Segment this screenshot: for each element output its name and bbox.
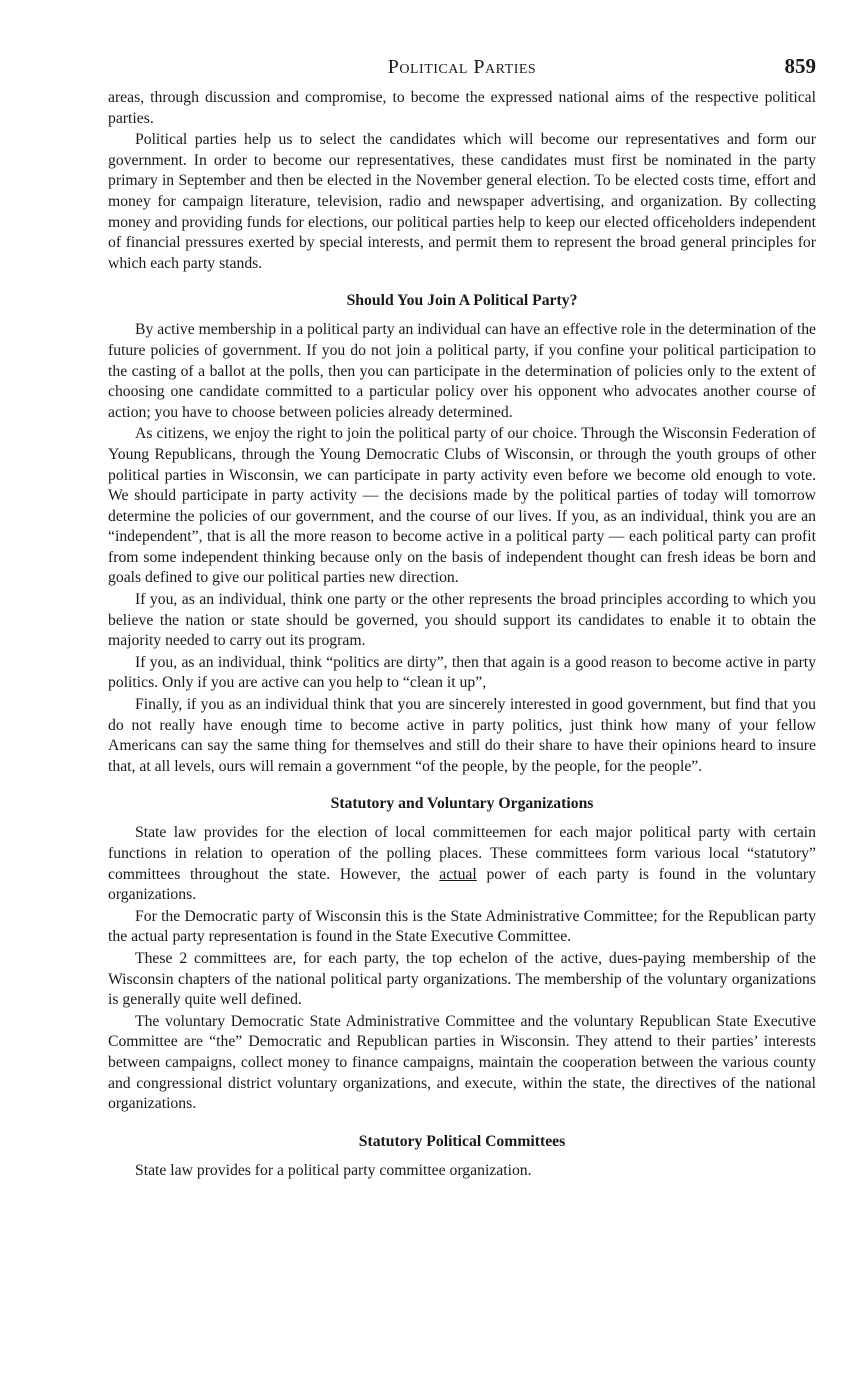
- paragraph: [108, 823, 816, 905]
- running-header: [108, 54, 816, 88]
- page-number: 859: [784, 54, 816, 78]
- running-title: Political Parties: [387, 56, 537, 78]
- text-run: power of each party is found in the voluntary organizations.: [108, 865, 817, 904]
- section-heading: Should You Join A Political Party?: [346, 292, 578, 310]
- paragraph: Finally, if you as an individual think that you are sincerely interested in good government, but find that you do not really have enough time to become active in party politics, just think how many of your fellow Americans can say the same thing for themselves and still do their share to have their opinions heard to insure that, at all levels, ours will remain a government “of the people, by the people, for the people”.: [108, 696, 816, 775]
- paragraph: By active membership in a political party an individual can have an effective role in the determination of the future policies of government. If you do not join a political party, if you confine your political participation to the casting of a ballot at the polls, then you can participate in the determination of policies only to the extent of choosing one candidate committed to a particular policy over his opponent who advocates another course of action; you have to choose between policies already determined.: [108, 321, 817, 421]
- text-run: State law provides for the election of local committeemen for each major political party with certain functions in relation to operation of the polling places. These committees form various local “statutory” committees throughout the state. However, the: [108, 824, 816, 883]
- paragraph: areas, through discussion and compromise, to become the expressed national aims of the respective political parties.: [108, 89, 816, 127]
- section-heading: Statutory and Voluntary Organizations: [330, 795, 594, 813]
- paragraph: Political parties help us to select the candidates which will become our representatives and form our government. In order to become our representatives, these candidates must first be nominated in the party primary in September and then be elected in the November general election. To be elected costs time, effort and money for campaign literature, television, radio and newspaper advertising, and organization. By collecting money and providing funds for elections, our political parties help to keep our elected officeholders independent of financial pressures exerted by special interests, and permit them to represent the broad general principles for which each party stands.: [108, 131, 816, 272]
- paragraph: If you, as an individual, think “politics are dirty”, then that again is a good reason to become active in party politics. Only if you are active can you help to “clean it up”,: [108, 653, 816, 692]
- paragraph: As citizens, we enjoy the right to join the political party of our choice. Through the Wisconsin Federation of Young Republicans, through the Young Democratic Clubs of Wisconsin, or through the youth groups of other political parties in Wisconsin, we can participate in party activity even before we become old enough to vote. We should participate in party activity — the decisions made by the political parties of today will tomorrow determine the policies of our government, and the course of our lives. If you, as an individual, think you are an “independent”, that is all the more reason to become active in a political party — each political party can profit from some independent thinking because only on the basis of independent thought can fresh ideas be born and goals defined to give our political parties new direction.: [108, 425, 816, 587]
- paragraph: State law provides for a political party committee organization.: [135, 1161, 532, 1179]
- paragraph: For the Democratic party of Wisconsin this is the State Administrative Committee; for the Republican party the actual party representation is found in the State Executive Committee.: [108, 907, 816, 946]
- paragraph: These 2 committees are, for each party, the top echelon of the active, dues-paying membership of the Wisconsin chapters of the national political party organizations. The membership of the voluntary organizations is generally quite well defined.: [108, 949, 816, 1009]
- paragraph: If you, as an individual, think one party or the other represents the broad principles according to which you believe the nation or state should be governed, you should support its candidates to enable it to obtain the majority needed to carry out its program.: [108, 591, 816, 650]
- body-text: [108, 88, 816, 1181]
- section-heading: Statutory Political Committees: [358, 1132, 566, 1150]
- underlined-word: actual: [439, 865, 477, 883]
- document-page: [108, 54, 816, 1181]
- paragraph: The voluntary Democratic State Administrative Committee and the voluntary Republican State Executive Committee are “the” Democratic and Republican parties in Wisconsin. They attend to their parties’ interests between campaigns, collect money to finance campaigns, maintain the cooperation between the various county and congressional district voluntary organizations, and execute, within the state, the directives of the national organizations.: [108, 1012, 816, 1113]
